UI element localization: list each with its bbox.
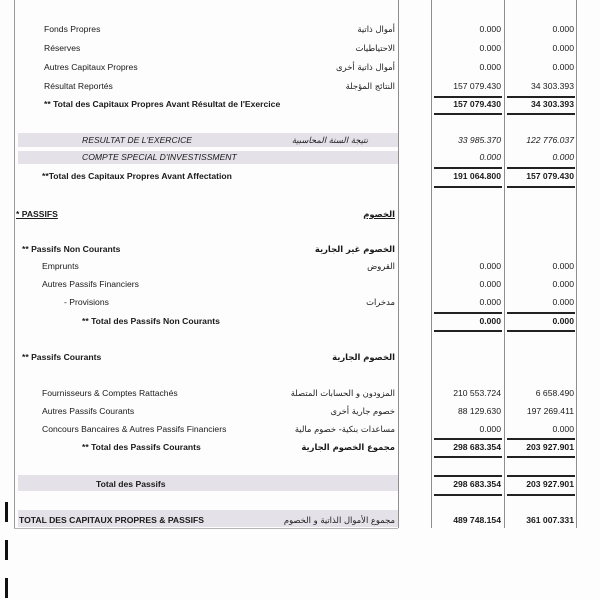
label-ar: نتيجة السنة المحاسبية	[291, 135, 368, 145]
label-fr: Concours Bancaires & Autres Passifs Financiers	[42, 424, 227, 434]
table-row	[0, 385, 600, 401]
value-n-1: 34 303.393	[530, 99, 574, 109]
value-n-1: 0.000	[552, 43, 574, 53]
subsection-heading	[0, 349, 600, 365]
value-n-1: 197 269.411	[526, 406, 574, 416]
table-row	[0, 276, 600, 292]
label-fr: RESULTAT DE L'EXERCICE	[82, 135, 193, 145]
table-row	[0, 21, 600, 37]
total-row	[0, 313, 600, 329]
label-fr: Emprunts	[42, 261, 79, 271]
value-n: 88 129.630	[457, 406, 501, 416]
value-n-1: 122 776.037	[526, 135, 574, 145]
label-fr: Autres Passifs Financiers	[42, 279, 139, 289]
grand-total-label-ar: مجموع الأموال الذاتية و الخصوم	[283, 515, 395, 525]
subsection-title-ar: الخصوم الجارية	[332, 352, 395, 362]
section-title-fr: * PASSIFS	[16, 209, 58, 219]
label-ar: المزودون و الحسابات المتصلة	[290, 388, 395, 398]
total-rule	[507, 494, 575, 496]
value-n-1: 0.000	[552, 297, 574, 307]
value-n: 0.000	[479, 279, 501, 289]
table-row	[0, 78, 600, 94]
page-border-bottom	[14, 528, 398, 529]
value-n: 210 553.724	[453, 388, 501, 398]
value-n: 157 079.430	[453, 99, 501, 109]
value-n: 0.000	[479, 24, 501, 34]
label-ar: القروض	[367, 261, 395, 271]
table-row	[0, 132, 600, 148]
table-row	[0, 403, 600, 419]
grand-total-row	[0, 512, 600, 528]
section-title-ar: الخصوم	[363, 209, 395, 219]
value-n: 0.000	[479, 424, 501, 434]
value-n: 0.000	[479, 152, 501, 162]
value-n-1: 203 927.901	[526, 442, 574, 452]
total-label: Total des Passifs	[96, 479, 166, 489]
total-rule	[507, 330, 575, 332]
total-label-ar: مجموع الخصوم الجارية	[301, 442, 395, 452]
label-fr: Autres Capitaux Propres	[44, 62, 138, 72]
subsection-heading	[0, 241, 600, 257]
table-row	[0, 59, 600, 75]
label-fr: Fonds Propres	[44, 24, 101, 34]
total-rule	[434, 494, 502, 496]
label-ar: الاحتياطيات	[355, 43, 395, 53]
subsection-title-fr: ** Passifs Non Courants	[22, 244, 121, 254]
total-label: **Total des Capitaux Propres Avant Affectation	[42, 171, 232, 181]
subsection-title-fr: ** Passifs Courants	[22, 352, 102, 362]
value-n-1: 6 658.490	[535, 388, 574, 398]
value-n-1: 203 927.901	[526, 479, 574, 489]
value-n: 0.000	[479, 316, 501, 326]
value-n: 0.000	[479, 43, 501, 53]
value-n-1: 0.000	[552, 261, 574, 271]
table-row	[0, 294, 600, 310]
total-label: ** Total des Capitaux Propres Avant Résultat de l'Exercice	[44, 99, 281, 109]
total-label: ** Total des Passifs Courants	[82, 442, 201, 452]
label-ar: خصوم جارية أخرى	[330, 406, 395, 416]
label-fr: Fournisseurs & Comptes Rattachés	[42, 388, 178, 398]
label-ar: مساعدات بنكية- خصوم مالية	[294, 424, 395, 434]
value-n: 0.000	[479, 297, 501, 307]
label-fr: Réserves	[44, 43, 81, 53]
value-n-1: 157 079.430	[526, 171, 574, 181]
total-rule	[434, 186, 502, 188]
value-n-1: 0.000	[552, 279, 574, 289]
value-n: 298 683.354	[453, 479, 501, 489]
total-row	[0, 476, 600, 492]
total-rule	[507, 186, 575, 188]
total-row	[0, 439, 600, 455]
table-row	[0, 40, 600, 56]
label-ar: أموال ذاتية	[357, 24, 395, 34]
label-fr: COMPTE SPECIAL D'INVESTISSMENT	[82, 152, 237, 162]
value-n: 33 985.370	[457, 135, 501, 145]
value-n: 298 683.354	[453, 442, 501, 452]
total-row	[0, 96, 600, 112]
value-n: 191 064.800	[453, 171, 501, 181]
table-row	[0, 421, 600, 437]
value-n-1: 0.000	[552, 424, 574, 434]
binding-mark	[5, 540, 8, 560]
grand-total-label-fr: TOTAL DES CAPITAUX PROPRES & PASSIFS	[19, 515, 204, 525]
value-n-1: 0.000	[552, 152, 574, 162]
label-ar: النتائج المؤجلة	[345, 81, 395, 91]
value-n-1: 34 303.393	[530, 81, 574, 91]
value-n: 157 079.430	[453, 81, 501, 91]
subsection-title-ar: الخصوم غير الجارية	[314, 244, 395, 254]
value-n: 489 748.154	[453, 515, 501, 525]
total-label: ** Total des Passifs Non Courants	[82, 316, 220, 326]
label-ar: مدخرات	[366, 297, 395, 307]
label-fr: Résultat Reportés	[44, 81, 113, 91]
binding-mark	[5, 578, 8, 598]
label-ar: أموال ذاتية أخرى	[336, 62, 395, 72]
value-n: 0.000	[479, 62, 501, 72]
total-rule	[507, 113, 575, 115]
total-rule	[434, 456, 502, 458]
value-n: 0.000	[479, 261, 501, 271]
table-row	[0, 149, 600, 165]
total-rule	[434, 113, 502, 115]
value-n-1: 0.000	[552, 62, 574, 72]
total-rule	[507, 456, 575, 458]
section-heading	[0, 206, 600, 222]
value-n-1: 361 007.331	[526, 515, 574, 525]
total-rule	[434, 330, 502, 332]
label-fr: - Provisions	[64, 297, 109, 307]
total-row	[0, 168, 600, 184]
value-n-1: 0.000	[552, 24, 574, 34]
table-row	[0, 258, 600, 274]
label-fr: Autres Passifs Courants	[42, 406, 135, 416]
value-n-1: 0.000	[552, 316, 574, 326]
